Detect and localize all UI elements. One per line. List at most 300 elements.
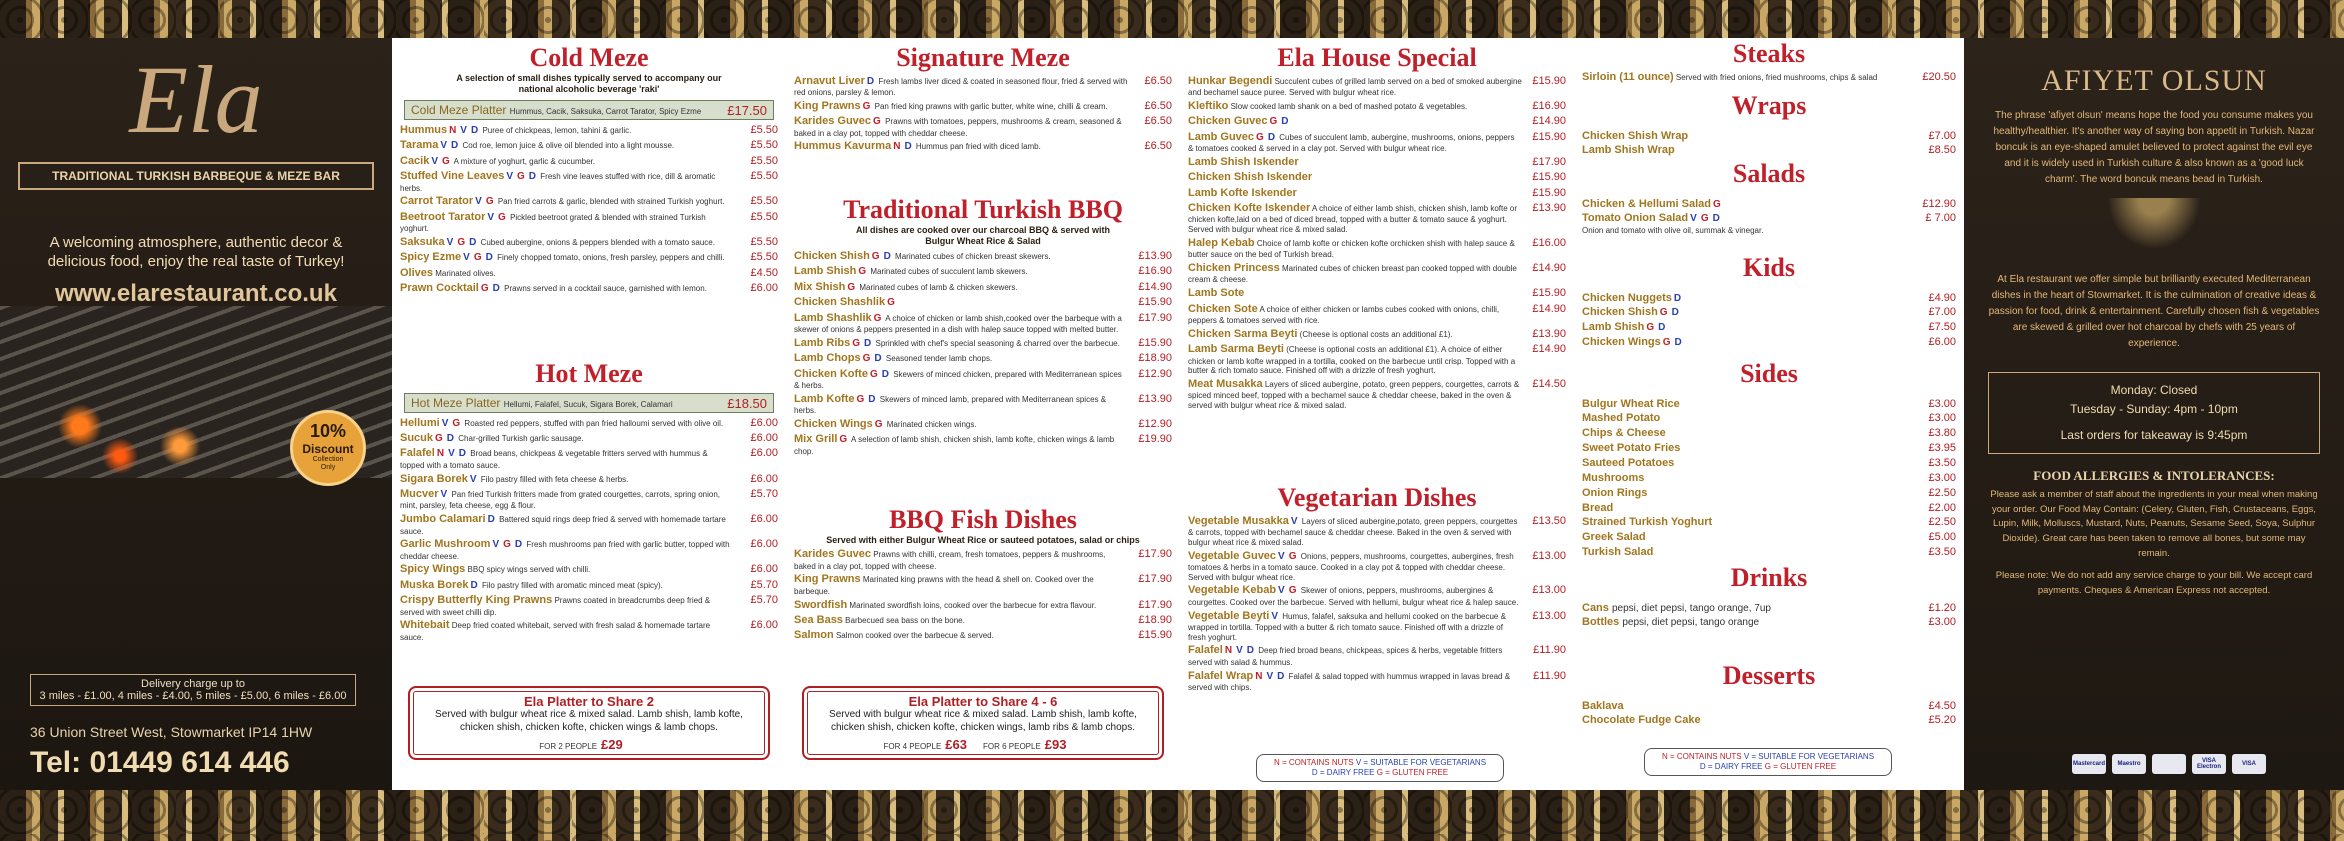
desserts-section [1582,662,1956,728]
item-name: Bread [1582,501,1614,514]
menu-item [1188,75,1566,98]
diet-tag: D [904,141,912,153]
item-name: Mushrooms [1582,471,1645,484]
diet-tag: D [1673,292,1682,304]
item-price: £4.90 [1928,291,1956,304]
item-price: £3.00 [1928,397,1956,410]
item-name: Spicy Ezme [400,251,462,264]
item-desc: Layers of sliced aubergine,potato, green peppers, courgettes & carrots, topped with bechamel sauce & cheddar cheese. Baked in the oven & served with bulgur wheat rice & mixed salad. [1188,516,1518,547]
diet-tag: D [470,579,478,591]
payment-cards [2072,754,2266,774]
item-price: £14.50 [1532,378,1566,391]
item-name: Sauteed Potatoes [1582,456,1675,469]
diet-tag: V [1690,213,1697,225]
card-logo-icon: VISA Electron [2192,754,2226,774]
diet-tag: V [460,124,467,136]
item-name: Lamb Kofte Iskender [1188,186,1297,199]
item-name: Chicken Nuggets [1582,291,1672,304]
item-name: Garlic Mushroom [400,538,491,551]
item-name: Tarama [400,139,439,152]
item-name: Hellumi [400,416,440,429]
diet-tag: V [1236,645,1243,657]
diet-tag: V [441,417,449,429]
item-name: Sirloin (11 ounce) [1582,70,1674,83]
diet-tag: G [1269,116,1278,128]
menu-item [1188,550,1566,583]
list-item [1582,291,1956,306]
item-price: £6.00 [750,416,778,429]
item-price: £12.90 [1138,367,1172,380]
diet-tag: V [440,140,447,152]
badge-word: Discount [302,442,354,456]
item-name: Lamb Sarma Beyti [1188,343,1284,356]
desserts-title: Desserts [1722,661,1816,690]
hours-tue-sun: Tuesday - Sunday: 4pm - 10pm [2070,401,2238,416]
item-price: £5.50 [750,251,778,264]
menu-item [400,155,778,168]
cold-meze-sub: A selection of small dishes typically served to accompany our national alcoholic beverage 'raki' [456,72,722,95]
share-price: £29 [601,737,623,752]
item-desc: Fresh mushrooms pan fried with garlic butter, topped with cheddar cheese. [400,540,730,561]
signature-list [794,75,1172,154]
diet-tag: D [864,337,872,349]
diet-tag: V [463,252,470,264]
menu-item [1188,100,1566,113]
item-price: £20.50 [1922,70,1956,83]
list-item [1582,456,1956,471]
diet-tag: D [528,171,537,183]
item-price: £15.90 [1532,171,1566,184]
list-item [1582,545,1956,560]
dietary-legend [1256,754,1504,782]
share-body: Served with bulgur wheat rice & mixed salad. Lamb shish, lamb kofte, chicken shish, chicken kofte, chicken wings, lamb ribs & lamb chops. [829,709,1137,733]
item-name: Onion Rings [1582,486,1648,499]
item-price: £15.90 [1138,629,1172,642]
diet-tag: D [874,353,882,365]
diet-tag: V [431,155,439,167]
item-desc: Puree of chickpeas, lemon, tahini & garlic. [482,125,632,135]
item-price: £17.90 [1138,598,1172,611]
item-price: £5.50 [750,139,778,152]
cold-meze-section [400,44,778,296]
wraps-list [1582,129,1956,159]
diet-tag: G [498,211,506,223]
salads-section [1582,160,1956,235]
legend-gluten: G = GLUTEN FREE [1376,768,1449,777]
item-name: Hummus [400,123,448,136]
item-price: £7.00 [1928,306,1956,319]
menu-item [400,170,778,193]
menu-item [794,100,1172,113]
diet-tag: G [480,283,489,295]
diet-tag: D [485,252,493,264]
menu-item [400,417,778,430]
item-name: Chicken Wings [794,417,873,430]
menu-item [1188,515,1566,548]
menu-item [1188,378,1566,411]
item-price: £14.90 [1532,115,1566,128]
item-desc: Served with fried onions, fried mushrooms, chips & salad [1675,72,1878,82]
item-name: Chicken Guvec [1188,115,1268,128]
hot-meze-section [400,360,778,643]
item-price: £15.90 [1532,287,1566,300]
item-desc: Marinated chicken wings. [886,419,977,429]
item-desc: Sprinkled with chef's special seasoning & charred over the barbecue. [875,338,1120,348]
item-desc: Broad beans, chickpeas & vegetable fritters served with hummus & topped with a tomato sauce. [400,449,708,470]
item-price: £14.90 [1138,280,1172,293]
tagline: TRADITIONAL TURKISH BARBEQUE & MEZE BAR [18,162,374,190]
about-text: At Ela restaurant we offer simple but brilliantly executed Mediterranean dishes in the heart of Stowmarket. It is the culmination of creative ideas & passion for food, drink & entertainment. Carefully chosen fish & vegetables are skewed & grilled over hot charcoal by chefs with 25 years of experience. [1988,274,2320,349]
bbq-section [794,196,1172,456]
delivery-title: Delivery charge up to [141,678,245,690]
kids-section [1582,254,1956,350]
item-price: £13.90 [1138,392,1172,405]
diet-tag: N [436,448,445,460]
item-desc: Hummus pan fried with diced lamb. [915,142,1041,152]
menu-item [400,282,778,295]
menu-item [1188,115,1566,128]
item-price: £5.00 [1928,531,1956,544]
item-price: £13.00 [1532,549,1566,562]
share-label: FOR 4 PEOPLE [883,742,942,751]
item-desc: Cubes of succulent lamb, aubergine, mushrooms, onions, peppers & tomatoes cooked & served in a clay pot. Served with bulgur wheat rice. [1188,132,1515,153]
platter-price: £18.50 [727,395,767,411]
panel-house-veg [1180,38,1574,790]
diet-tag: N [1255,670,1263,682]
salads-title: Salads [1732,159,1806,188]
item-name: Stuffed Vine Leaves [400,170,505,183]
item-name: King Prawns [794,99,861,112]
item-desc: Onions, peppers, mushrooms, courgettes, aubergines, fresh tomatoes & herbs in a tomato sauce. Cooked in a clay pot & topped with cheddar cheese. Served with bulgur wheat rice. [1188,551,1514,582]
diet-tag: D [470,124,479,136]
diet-tag: N [893,141,901,153]
item-name: Mucver [400,487,439,500]
list-item [1582,211,1956,226]
left-panel [0,38,392,790]
menu-item [400,513,778,536]
item-price: £4.50 [1928,699,1956,712]
item-name: Beetroot Tarator [400,210,486,223]
item-price: £15.90 [1138,296,1172,309]
menu-item [1188,610,1566,643]
item-desc: Filo pastry filled with aromatic minced meat (spicy). [481,580,663,590]
item-desc: pepsi, diet pepsi, tango orange [1622,617,1760,629]
item-name: Spicy Wings [400,563,466,576]
item-name: Baklava [1582,699,1624,712]
item-name: Bottles [1582,616,1620,629]
item-desc: Roasted red peppers, stuffed with pan fried halloumi served with olive oil. [464,418,724,428]
menu-item [794,418,1172,431]
item-name: Lamb Shashlik [794,311,872,324]
item-price: £6.00 [750,447,778,460]
legend-dairy: D = DAIRY FREE [1699,762,1763,771]
item-desc: A choice of either lamb shish, chicken shish, lamb kofte or chicken kofte,laid on a bed of diced bread, topped with a butter & tomato sauce & yoghurt. Served with bulgur wheat rice & mixed salad. [1188,203,1518,235]
cold-meze-title: Cold Meze [529,43,649,72]
list-item [1582,601,1956,616]
menu-item [1188,670,1566,693]
menu-item [794,614,1172,627]
item-price: £3.00 [1928,616,1956,629]
item-desc: Filo pastry filled with feta cheese & herbs. [480,474,629,484]
item-name: Bulgur Wheat Rice [1582,397,1680,410]
diet-tag: D [883,250,891,262]
item-desc: Prawns with chilli, cream, fresh tomatoes, peppers & mushrooms, baked in a clay pot, topped with cheese. [794,550,1106,571]
item-price: £17.90 [1138,548,1172,561]
kids-title: Kids [1742,253,1796,282]
sides-section [1582,360,1956,560]
item-price: £17.90 [1138,573,1172,586]
item-price: £15.90 [1532,186,1566,199]
diet-tag: G [1700,213,1709,225]
panel-signature-bbq [786,38,1180,790]
welcome-text: A welcoming atmosphere, authentic decor & delicious food, enjoy the real taste of Turkey! [47,234,345,270]
item-desc: Barbecued sea bass on the bone. [845,616,965,625]
menu-item [400,251,778,264]
item-desc: Succulent cubes of grilled lamb served on a bed of smoked aubergine and bechamel sauce puree. Served with bulgur wheat rice. [1188,76,1522,97]
item-price: £ 7.00 [1925,212,1956,225]
menu-item [794,312,1172,335]
diet-tag: V [1278,585,1285,597]
item-name: Chicken Wings [1582,336,1661,349]
diet-tag: V [469,473,477,485]
diet-tag: D [1267,131,1276,143]
item-name: Chicken Kofte Iskender [1188,201,1311,214]
item-desc: Marinated swordfish loins, cooked over the barbecue for extra flavour. [849,600,1097,610]
wraps-title: Wraps [1731,91,1807,120]
item-name: Mix Shish [794,280,846,293]
item-desc: A selection of lamb shish, chicken shish, lamb kofte, chicken wings & lamb chop. [794,435,1115,456]
bottom-border [0,790,2344,841]
legend-gluten: G = GLUTEN FREE [1764,762,1837,771]
veg-title: Vegetarian Dishes [1277,483,1477,512]
diet-tag: G [457,236,466,248]
item-name: Strained Turkish Yoghurt [1582,516,1713,529]
diet-tag: G [862,353,871,365]
menu-item [794,548,1172,571]
item-price: £14.90 [1532,343,1566,356]
diet-tag: D [458,448,466,460]
item-price: £7.50 [1928,321,1956,334]
diet-tag: D [866,75,875,87]
item-desc: A choice of either chicken or lambs cubes cooked with onions, chilli, peppers & tomatoes served with rice. [1188,304,1500,325]
item-name: Turkish Salad [1582,546,1654,559]
item-price: £11.90 [1533,669,1566,682]
menu-item [794,352,1172,365]
item-name: Greek Salad [1582,531,1646,544]
afiyet-intro: The phrase 'afiyet olsun' means hope the food you consume makes you healthy/healthier. It's another way of saying bon appetit in Turkish. Nazar boncuk is an eye-shaped amulet believed to protect against the evil eye and it is widely used in Turkish culture & also known as a 'good luck charm'. The word boncuk means bead in Turkish. [1993,110,2315,185]
item-price: £13.90 [1532,201,1566,214]
menu-item [1188,328,1566,341]
platter-price: £17.50 [727,102,767,118]
diet-tag: D [469,236,477,248]
diet-tag: D [1277,670,1285,682]
item-desc: Fresh vine leaves stuffed with rice, dill & aromatic herbs. [400,172,716,193]
diet-tag: D [487,514,495,526]
diet-tag: V [1266,670,1274,682]
item-desc: Humus, falafel, saksuka and hellumi cooked on the barbecue & wrapped in tortilla. Topped with a butter & rich tomato sauce. Finished off with a drizzle of fresh yoghurt. [1188,611,1506,642]
menu-item [794,75,1172,98]
item-name: Falafel [400,447,435,460]
item-name: Lamb Sote [1188,287,1245,300]
item-name: Sea Bass [794,614,843,626]
item-desc: Marinated olives. [435,268,496,278]
item-name: Lamb Chops [794,352,861,365]
sides-title: Sides [1740,359,1798,388]
card-logo-icon: VISA [2232,754,2266,774]
signature-title: Signature Meze [896,43,1070,72]
diet-tag: G [1256,131,1264,143]
diet-tag: D [492,283,500,295]
bbq-sub: All dishes are cooked over our charcoal BBQ & served with Bulgur Wheat Rice & Salad [855,224,1111,247]
card-logo-icon: Mastercard [2072,754,2106,774]
diet-tag: G [839,434,848,446]
item-name: Muska Borek [400,578,469,591]
diet-tag: G [847,281,856,293]
item-name: Chicken Shish [1582,306,1658,319]
item-price: £5.20 [1928,714,1956,727]
item-desc: A mixture of yoghurt, garlic & cucumber. [453,156,595,166]
hours-monday: Monday: Closed [2110,383,2198,397]
item-desc: Prawns coated in breadcrumbs deep fried & served with sweet chilli dip. [400,596,711,617]
item-desc: Prawns served in a cocktail sauce, garnished with lemon. [504,284,707,294]
drinks-list [1582,601,1956,631]
hot-meze-title: Hot Meze [535,359,643,388]
diet-tag: D [1671,307,1679,319]
item-price: £6.50 [1144,140,1172,153]
item-price: £6.00 [750,282,778,295]
item-desc: Battered squid rings deep fried & served with homemade tartare sauce. [400,515,726,536]
address: 36 Union Street West, Stowmarket IP14 1HW [30,724,313,740]
item-desc: BBQ spicy wings served with chilli. [467,565,591,575]
hours-last-orders: Last orders for takeaway is 9:45pm [2060,428,2248,443]
item-desc: Choice of lamb kofte or chicken kofte orchicken shish with halep sauce & butter sauce on the bed of Turkish bread. [1188,238,1515,260]
item-name: Arnavut Liver [794,74,865,87]
menu-item [794,296,1172,309]
menu-item [400,563,778,576]
list-item [1582,143,1956,158]
discount-badge [290,410,366,486]
item-price: £3.95 [1928,442,1956,455]
item-desc: Salmon cooked over the barbecue & served. [835,631,994,641]
item-price: £6.00 [750,432,778,444]
menu-item [794,433,1172,456]
list-item [1582,426,1956,441]
diet-tag: D [446,433,455,444]
fish-sub: Served with either Bulgur Wheat Rice or sauteed potatoes, salad or chips [826,534,1140,545]
item-price: £15.90 [1532,130,1566,143]
fish-list [794,548,1172,643]
phone[interactable]: Tel: 01449 614 446 [30,746,290,779]
diet-tag: D [1712,213,1720,225]
list-item [1582,305,1956,320]
item-price: £5.50 [750,154,778,167]
bbq-list [794,250,1172,456]
item-name: Chicken Sarma Beyti [1188,327,1298,340]
menu-item [1188,303,1566,326]
list-item [1582,713,1956,728]
payment-note: Please note: We do not add any service charge to your bill. We accept card payments. Cheques & American Express not accepted. [1995,570,2313,597]
list-item [1582,501,1956,516]
fish-title: BBQ Fish Dishes [889,505,1077,534]
item-price: £19.90 [1138,433,1172,446]
diet-tag: G [1288,550,1297,562]
item-price: £6.00 [750,563,778,576]
diet-tag: G [1712,198,1721,210]
drinks-section [1582,564,1956,630]
item-desc: Cod roe, lemon juice & olive oil blended into a light mousse. [462,141,675,151]
item-desc: pepsi, diet pepsi, tango orange, 7up [1611,602,1771,614]
item-desc: Layers of sliced aubergine, potato, green peppers, courgettes, carrots & spiced minced beef, topped with a bechamel sauce & cheddar cheese, baked in the oven & served with bulgur wheat rice & mixed salad. [1188,380,1520,411]
item-name: Carrot Tarator [400,195,474,208]
item-name: Lamb Shish Wrap [1582,144,1675,157]
diet-tag: N [1224,645,1233,657]
item-price: £14.90 [1532,302,1566,315]
item-name: Chips & Cheese [1582,427,1666,440]
menu-item [400,195,778,208]
item-name: Mix Grill [794,433,838,446]
item-price: £14.90 [1532,262,1566,274]
diet-tag: V [446,236,454,248]
diet-tag: G [452,417,461,429]
item-name: Sucuk [400,432,434,444]
item-price: £2.50 [1928,516,1956,529]
item-name: Sweet Potato Fries [1582,442,1681,455]
platter-desc: Hellumi, Falafel, Sucuk, Sigara Borek, Calamari [503,399,673,409]
menu-item [794,573,1172,596]
list-item [1582,615,1956,630]
item-name: Falafel [1188,644,1223,657]
item-price: £5.50 [750,170,778,183]
item-desc: Skewer of onions, peppers, mushrooms, aubergines & courgettes. Cooked over the barbecue. Served with hellumi, bulgur wheat rice & halep sauce. [1188,586,1519,607]
item-name: Prawn Cocktail [400,282,479,295]
item-desc: Deep fried broad beans, chickpeas, spices & herbs, vegetable fritters served with salad & hummus. [1188,646,1503,667]
item-name: Vegetable Guvec [1188,549,1277,562]
item-desc: Cubed aubergine, onions & peppers blended with a tomato sauce. [480,237,715,247]
legend-nuts: N = CONTAINS NUTS [1273,758,1354,767]
item-price: £6.00 [750,472,778,485]
menu-item [400,594,778,617]
item-name: Tomato Onion Salad [1582,212,1689,225]
website-link[interactable]: www.elarestaurant.co.uk [55,279,337,307]
item-name: Crispy Butterfly King Prawns [400,594,553,607]
hot-platter [404,393,774,413]
menu-item [400,236,778,249]
item-price: £16.90 [1532,99,1566,112]
menu-item [400,124,778,137]
diet-tag: G [442,155,450,167]
item-price: £6.00 [750,619,778,632]
item-desc: Deep fried coated whitebait, served with fresh salad & homemade tartare sauce. [400,621,711,642]
house-section [1188,44,1566,411]
item-price: £3.80 [1928,427,1956,440]
item-name: Olives [400,266,434,279]
item-price: £13.90 [1138,249,1172,262]
diet-tag: D [1658,322,1666,334]
item-name: Lamb Shish [1582,321,1645,334]
legend-veg: V = SUITABLE FOR VEGETARIANS [1743,752,1875,761]
item-price: £17.90 [1532,155,1566,168]
item-price: £5.70 [750,487,778,500]
share-title: Ela Platter to Share 2 [523,694,655,709]
item-price: £16.90 [1138,265,1172,278]
item-price: £2.00 [1928,501,1956,514]
item-name: Hummus Kavurma [794,140,892,153]
item-desc: (Cheese is optional costs an additional £1). [1299,329,1453,339]
salads-list [1582,197,1956,227]
item-name: Swordfish [794,598,848,611]
diet-tag: G [852,337,861,349]
diet-tag: G [869,368,878,380]
